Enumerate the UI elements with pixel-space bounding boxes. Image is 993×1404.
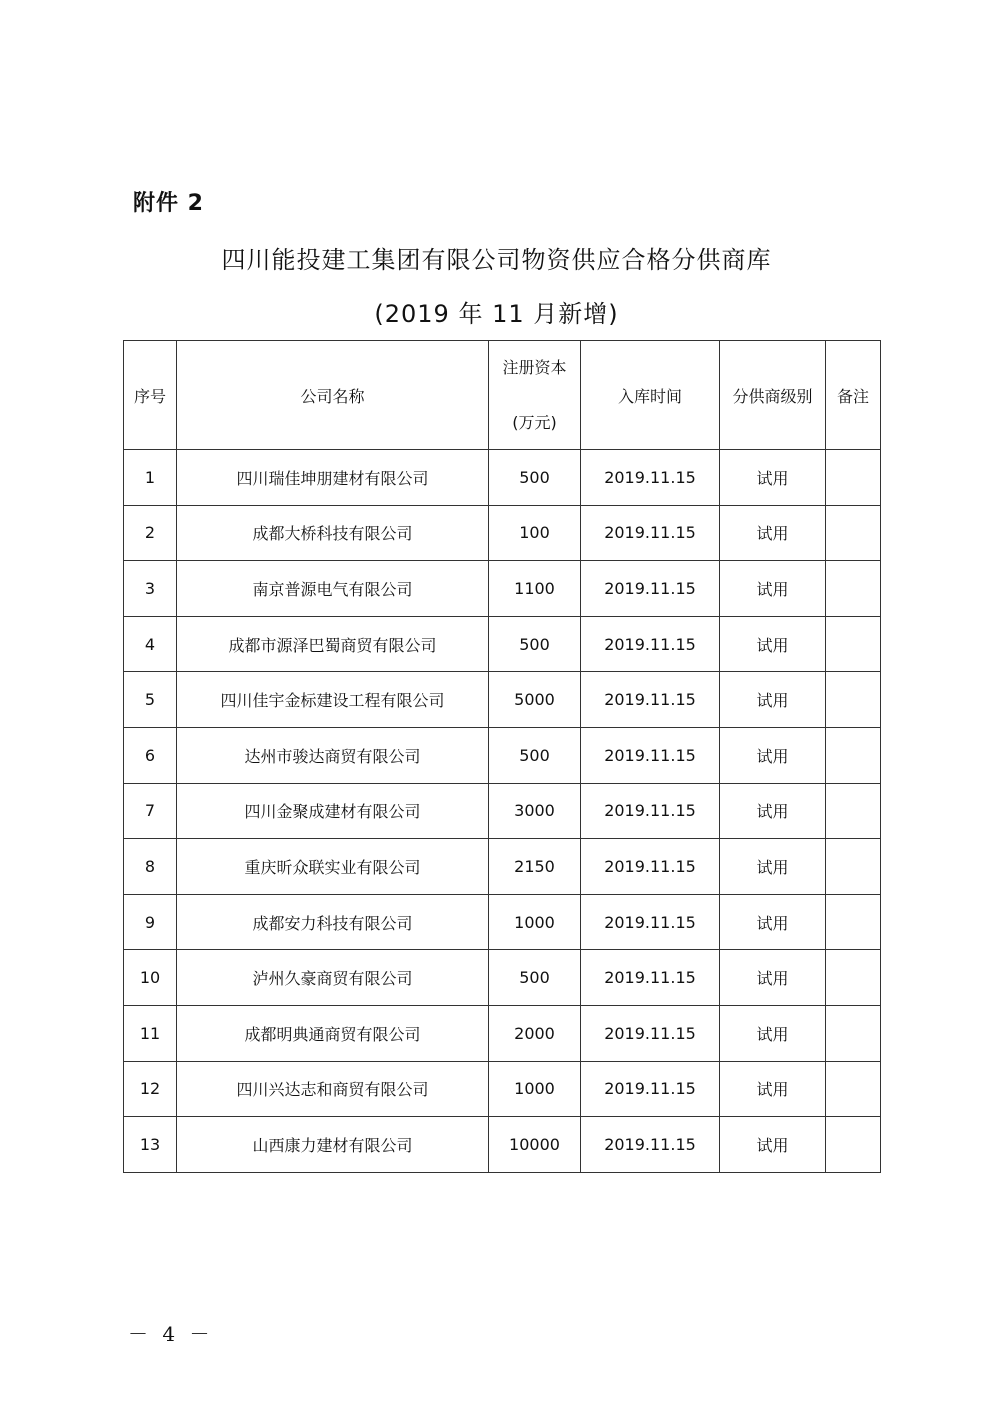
cell-index: 13 [124, 1117, 177, 1173]
cell-date: 2019.11.15 [581, 727, 720, 783]
cell-capital: 500 [489, 727, 581, 783]
cell-date: 2019.11.15 [581, 561, 720, 617]
table-row [124, 505, 881, 561]
header-remark: 备注 [826, 341, 881, 450]
cell-date: 2019.11.15 [581, 616, 720, 672]
cell-date: 2019.11.15 [581, 1117, 720, 1173]
cell-date: 2019.11.15 [581, 505, 720, 561]
table-row [124, 450, 881, 506]
header-capital-line2: (万元) [512, 413, 557, 432]
cell-capital: 1000 [489, 894, 581, 950]
cell-capital: 5000 [489, 672, 581, 728]
cell-company: 四川兴达志和商贸有限公司 [177, 1061, 489, 1117]
cell-company: 泸州久豪商贸有限公司 [177, 950, 489, 1006]
cell-capital: 1000 [489, 1061, 581, 1117]
cell-remark [826, 1117, 881, 1173]
cell-remark [826, 727, 881, 783]
supplier-table [123, 340, 881, 1173]
cell-level: 试用 [720, 1117, 826, 1173]
cell-remark [826, 950, 881, 1006]
table-row [124, 561, 881, 617]
cell-company: 达州市骏达商贸有限公司 [177, 727, 489, 783]
cell-index: 6 [124, 727, 177, 783]
cell-index: 7 [124, 783, 177, 839]
cell-level: 试用 [720, 505, 826, 561]
cell-date: 2019.11.15 [581, 839, 720, 895]
cell-date: 2019.11.15 [581, 894, 720, 950]
cell-date: 2019.11.15 [581, 450, 720, 506]
cell-index: 4 [124, 616, 177, 672]
attachment-label: 附件 2 [133, 191, 204, 216]
cell-capital: 500 [489, 450, 581, 506]
cell-date: 2019.11.15 [581, 783, 720, 839]
cell-company: 四川瑞佳坤朋建材有限公司 [177, 450, 489, 506]
cell-index: 10 [124, 950, 177, 1006]
document-title: 四川能投建工集团有限公司物资供应合格分供商库 [221, 246, 772, 274]
cell-company: 四川金聚成建材有限公司 [177, 783, 489, 839]
cell-index: 11 [124, 1005, 177, 1061]
cell-company: 成都市源泽巴蜀商贸有限公司 [177, 616, 489, 672]
page-number: － 4 － [128, 1322, 214, 1346]
cell-remark [826, 1005, 881, 1061]
table-row [124, 1061, 881, 1117]
header-level: 分供商级别 [720, 341, 826, 450]
cell-level: 试用 [720, 616, 826, 672]
cell-capital: 10000 [489, 1117, 581, 1173]
cell-company: 成都安力科技有限公司 [177, 894, 489, 950]
table-row [124, 839, 881, 895]
cell-date: 2019.11.15 [581, 1061, 720, 1117]
cell-level: 试用 [720, 839, 826, 895]
cell-remark [826, 616, 881, 672]
table-row [124, 1005, 881, 1061]
cell-date: 2019.11.15 [581, 672, 720, 728]
table-row [124, 727, 881, 783]
cell-level: 试用 [720, 894, 826, 950]
cell-remark [826, 505, 881, 561]
cell-index: 3 [124, 561, 177, 617]
header-company: 公司名称 [177, 341, 489, 450]
cell-remark [826, 894, 881, 950]
table-row [124, 672, 881, 728]
cell-company: 四川佳宇金标建设工程有限公司 [177, 672, 489, 728]
cell-level: 试用 [720, 727, 826, 783]
cell-remark [826, 1061, 881, 1117]
cell-remark [826, 561, 881, 617]
cell-company: 重庆昕众联实业有限公司 [177, 839, 489, 895]
header-capital-line1: 注册资本 [502, 358, 567, 377]
cell-index: 2 [124, 505, 177, 561]
cell-index: 5 [124, 672, 177, 728]
cell-index: 8 [124, 839, 177, 895]
cell-index: 9 [124, 894, 177, 950]
cell-company: 成都明典通商贸有限公司 [177, 1005, 489, 1061]
cell-index: 12 [124, 1061, 177, 1117]
cell-remark [826, 450, 881, 506]
cell-level: 试用 [720, 783, 826, 839]
cell-level: 试用 [720, 561, 826, 617]
cell-level: 试用 [720, 450, 826, 506]
cell-level: 试用 [720, 1005, 826, 1061]
cell-date: 2019.11.15 [581, 950, 720, 1006]
cell-capital: 100 [489, 505, 581, 561]
cell-capital: 500 [489, 950, 581, 1006]
cell-capital: 2000 [489, 1005, 581, 1061]
cell-level: 试用 [720, 672, 826, 728]
table-row [124, 1117, 881, 1173]
cell-date: 2019.11.15 [581, 1005, 720, 1061]
table-header-row [124, 341, 881, 450]
cell-remark [826, 783, 881, 839]
header-index: 序号 [124, 341, 177, 450]
cell-company: 成都大桥科技有限公司 [177, 505, 489, 561]
cell-index: 1 [124, 450, 177, 506]
cell-company: 南京普源电气有限公司 [177, 561, 489, 617]
cell-level: 试用 [720, 950, 826, 1006]
table-row [124, 616, 881, 672]
cell-capital: 2150 [489, 839, 581, 895]
cell-capital: 1100 [489, 561, 581, 617]
cell-capital: 500 [489, 616, 581, 672]
cell-company: 山西康力建材有限公司 [177, 1117, 489, 1173]
cell-level: 试用 [720, 1061, 826, 1117]
header-date: 入库时间 [581, 341, 720, 450]
table-row [124, 783, 881, 839]
header-capital [489, 341, 581, 450]
cell-remark [826, 672, 881, 728]
cell-remark [826, 839, 881, 895]
cell-capital: 3000 [489, 783, 581, 839]
table-row [124, 950, 881, 1006]
document-subtitle: (2019 年 11 月新增) [374, 300, 619, 328]
table-row [124, 894, 881, 950]
